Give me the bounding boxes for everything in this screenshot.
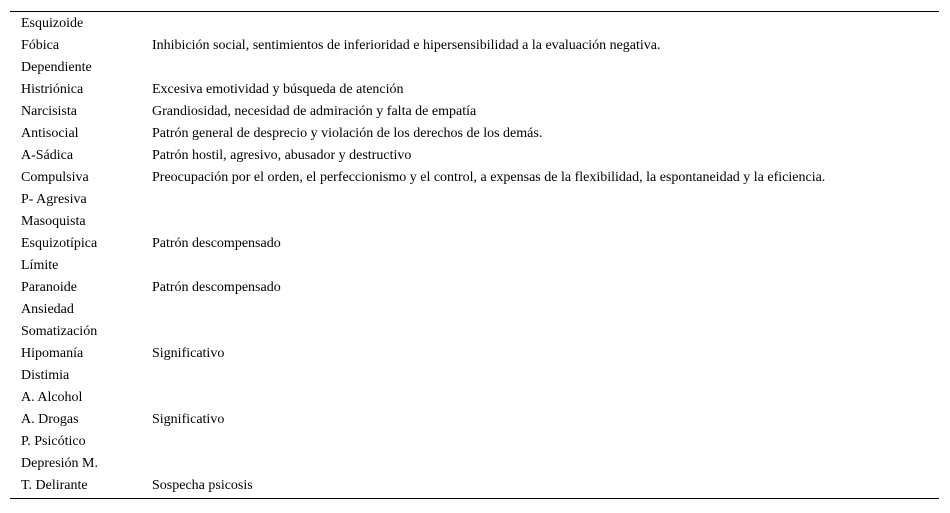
scale-name-cell: Narcisista <box>21 104 77 119</box>
description-cell: Patrón descompensado <box>152 236 281 251</box>
description-cell <box>152 387 939 409</box>
table-row <box>10 343 939 365</box>
table-row <box>10 167 939 189</box>
scale-name-cell: Antisocial <box>21 126 79 141</box>
scale-name-cell: Límite <box>21 258 59 273</box>
table-row <box>10 233 939 255</box>
scale-name-cell: A-Sádica <box>21 148 74 163</box>
table-row <box>10 365 939 387</box>
scale-name-cell: Depresión M. <box>21 456 98 471</box>
description-cell: Preocupación por el orden, el perfeccionismo y el control, a expensas de la flexibilidad, la espontaneidad y la eficiencia. <box>152 170 826 185</box>
table-row <box>10 277 939 299</box>
description-cell <box>152 365 939 387</box>
description-cell <box>152 255 939 277</box>
results-table <box>10 11 939 499</box>
table-row <box>10 299 939 321</box>
table-row <box>10 475 939 497</box>
table-row <box>10 321 939 343</box>
table-row <box>10 101 939 123</box>
scale-table <box>10 13 939 497</box>
scale-name-cell: P- Agresiva <box>21 192 87 207</box>
table-row <box>10 57 939 79</box>
table-row <box>10 13 939 35</box>
table-row <box>10 387 939 409</box>
description-cell <box>152 13 939 35</box>
table-row <box>10 123 939 145</box>
description-cell <box>152 431 939 453</box>
table-row <box>10 79 939 101</box>
description-cell: Patrón general de desprecio y violación de los derechos de los demás. <box>152 126 543 141</box>
scale-name-cell: Esquizoide <box>21 16 84 31</box>
table-row <box>10 409 939 431</box>
table-row <box>10 255 939 277</box>
scale-name-cell: Dependiente <box>21 60 92 75</box>
scale-name-cell: A. Alcohol <box>21 390 83 405</box>
scale-name-cell: Esquizotípica <box>21 236 98 251</box>
scale-name-cell: A. Drogas <box>21 412 79 427</box>
table-row <box>10 431 939 453</box>
description-cell: Inhibición social, sentimientos de inferioridad e hipersensibilidad a la evaluación negativa. <box>152 38 661 53</box>
table-row <box>10 189 939 211</box>
description-cell: Grandiosidad, necesidad de admiración y falta de empatía <box>152 104 477 119</box>
scale-name-cell: Distimia <box>21 368 70 383</box>
table-row <box>10 211 939 233</box>
table-body <box>10 13 939 497</box>
scale-name-cell: Hipomanía <box>21 346 84 361</box>
scale-name-cell: Histriónica <box>21 82 84 97</box>
scale-name-cell: P. Psicótico <box>21 434 86 449</box>
description-cell: Patrón descompensado <box>152 280 281 295</box>
scale-name-cell: Somatización <box>21 324 98 339</box>
description-cell <box>152 211 939 233</box>
description-cell <box>152 453 939 475</box>
table-row <box>10 145 939 167</box>
description-cell: Patrón hostil, agresivo, abusador y destructivo <box>152 148 412 163</box>
scale-name-cell: Compulsiva <box>21 170 89 185</box>
scale-name-cell: Fóbica <box>21 38 60 53</box>
description-cell: Sospecha psicosis <box>152 478 253 493</box>
description-cell <box>152 299 939 321</box>
scale-name-cell: Ansiedad <box>21 302 74 317</box>
description-cell <box>152 321 939 343</box>
description-cell <box>152 189 939 211</box>
scale-name-cell: Masoquista <box>21 214 86 229</box>
description-cell: Significativo <box>152 346 225 361</box>
scale-name-cell: Paranoide <box>21 280 77 295</box>
table-row <box>10 35 939 57</box>
description-cell: Significativo <box>152 412 225 427</box>
table-row <box>10 453 939 475</box>
description-cell: Excesiva emotividad y búsqueda de atención <box>152 82 404 97</box>
scale-name-cell: T. Delirante <box>21 478 88 493</box>
description-cell <box>152 57 939 79</box>
